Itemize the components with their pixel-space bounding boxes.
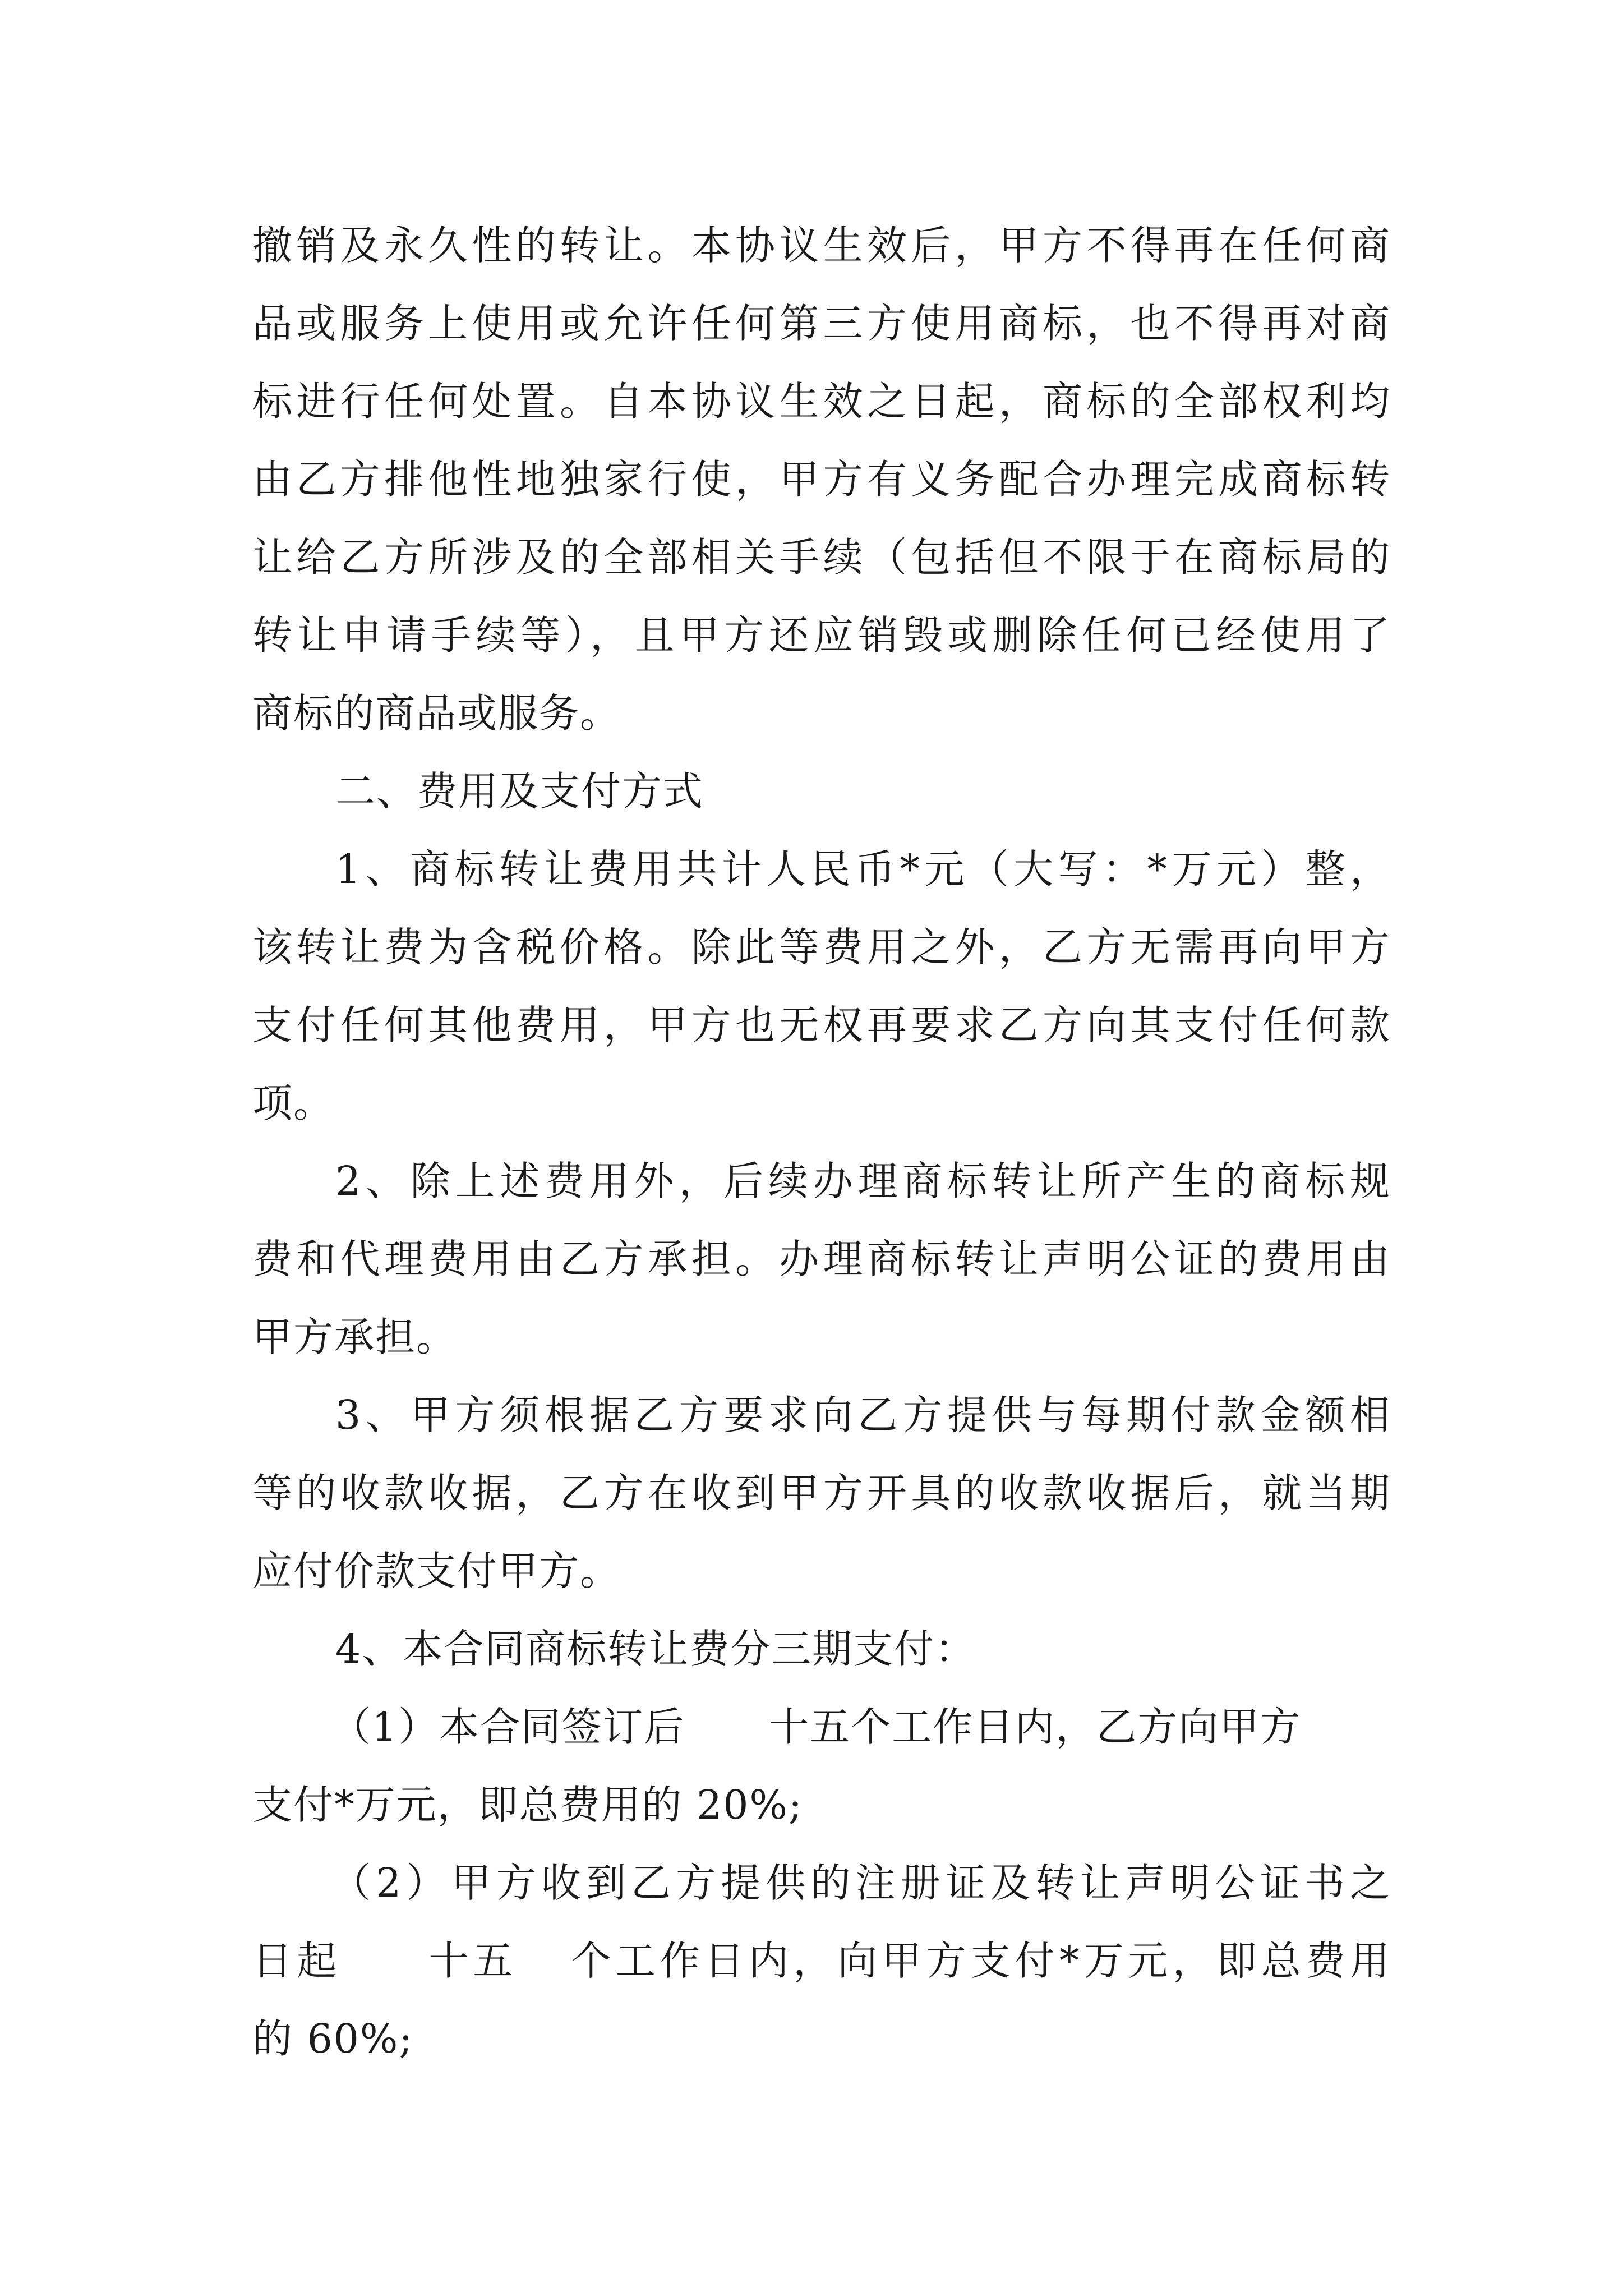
- paragraph-line: 支付*万元，即总费用的 20%;: [252, 1782, 803, 1828]
- paragraph-line: 1、商标转让费用共计人民币*元（大写：*万元）整，: [335, 846, 1391, 892]
- payment-item-2-label: 日起: [252, 1938, 342, 1984]
- payment-item-2-text: 个工作日内，向甲方支付*万元，即总费用: [568, 1938, 1391, 1984]
- section-heading: 二、费用及支付方式: [335, 768, 704, 815]
- payment-item-2-days: 十五: [425, 1938, 518, 1984]
- paragraph-line: 该转让费为含税价格。除此等费用之外，乙方无需再向甲方: [252, 924, 1391, 970]
- payment-item-1-line: [331, 1699, 1386, 1755]
- paragraph-line: 支付任何其他费用，甲方也无权再要求乙方向其支付任何款: [252, 1002, 1391, 1048]
- paragraph-line: 2、除上述费用外，后续办理商标转让所产生的商标规: [335, 1158, 1391, 1204]
- paragraph-line: 项。: [252, 1080, 335, 1126]
- paragraph-line: 撤销及永久性的转让。本协议生效后，甲方不得再在任何商: [252, 222, 1391, 269]
- paragraph-line: 等的收款收据，乙方在收到甲方开具的收款收据后，就当期: [252, 1470, 1391, 1516]
- paragraph-line: 费和代理费用由乙方承担。办理商标转让声明公证的费用由: [252, 1236, 1391, 1282]
- paragraph-line: 品或服务上使用或允许任何第三方使用商标，也不得再对商: [252, 300, 1391, 347]
- paragraph-line: 3、甲方须根据乙方要求向乙方提供与每期付款金额相: [335, 1392, 1391, 1438]
- paragraph-line: 由乙方排他性地独家行使，甲方有义务配合办理完成商标转: [252, 456, 1391, 503]
- payment-item-1-text: 十五个工作日内，乙方向甲方: [769, 1704, 1302, 1750]
- paragraph-line: 商标的商品或服务。: [252, 690, 621, 737]
- payment-item-1-label: （1）本合同签订后: [331, 1704, 685, 1750]
- paragraph-line: 4、本合同商标转让费分三期支付：: [335, 1626, 976, 1672]
- payment-item-2-line: [252, 1933, 1391, 1989]
- paragraph-line: 转让申请手续等），且甲方还应销毁或删除任何已经使用了: [252, 612, 1391, 659]
- paragraph-line: 让给乙方所涉及的全部相关手续（包括但不限于在商标局的: [252, 534, 1391, 581]
- paragraph-line: 甲方承担。: [252, 1314, 458, 1360]
- paragraph-line: 的 60%;: [252, 2016, 414, 2062]
- paragraph-line: （2）甲方收到乙方提供的注册证及转让声明公证书之: [331, 1860, 1391, 1906]
- paragraph-line: 应付价款支付甲方。: [252, 1548, 621, 1594]
- paragraph-line: 标进行任何处置。自本协议生效之日起，商标的全部权利均: [252, 378, 1391, 425]
